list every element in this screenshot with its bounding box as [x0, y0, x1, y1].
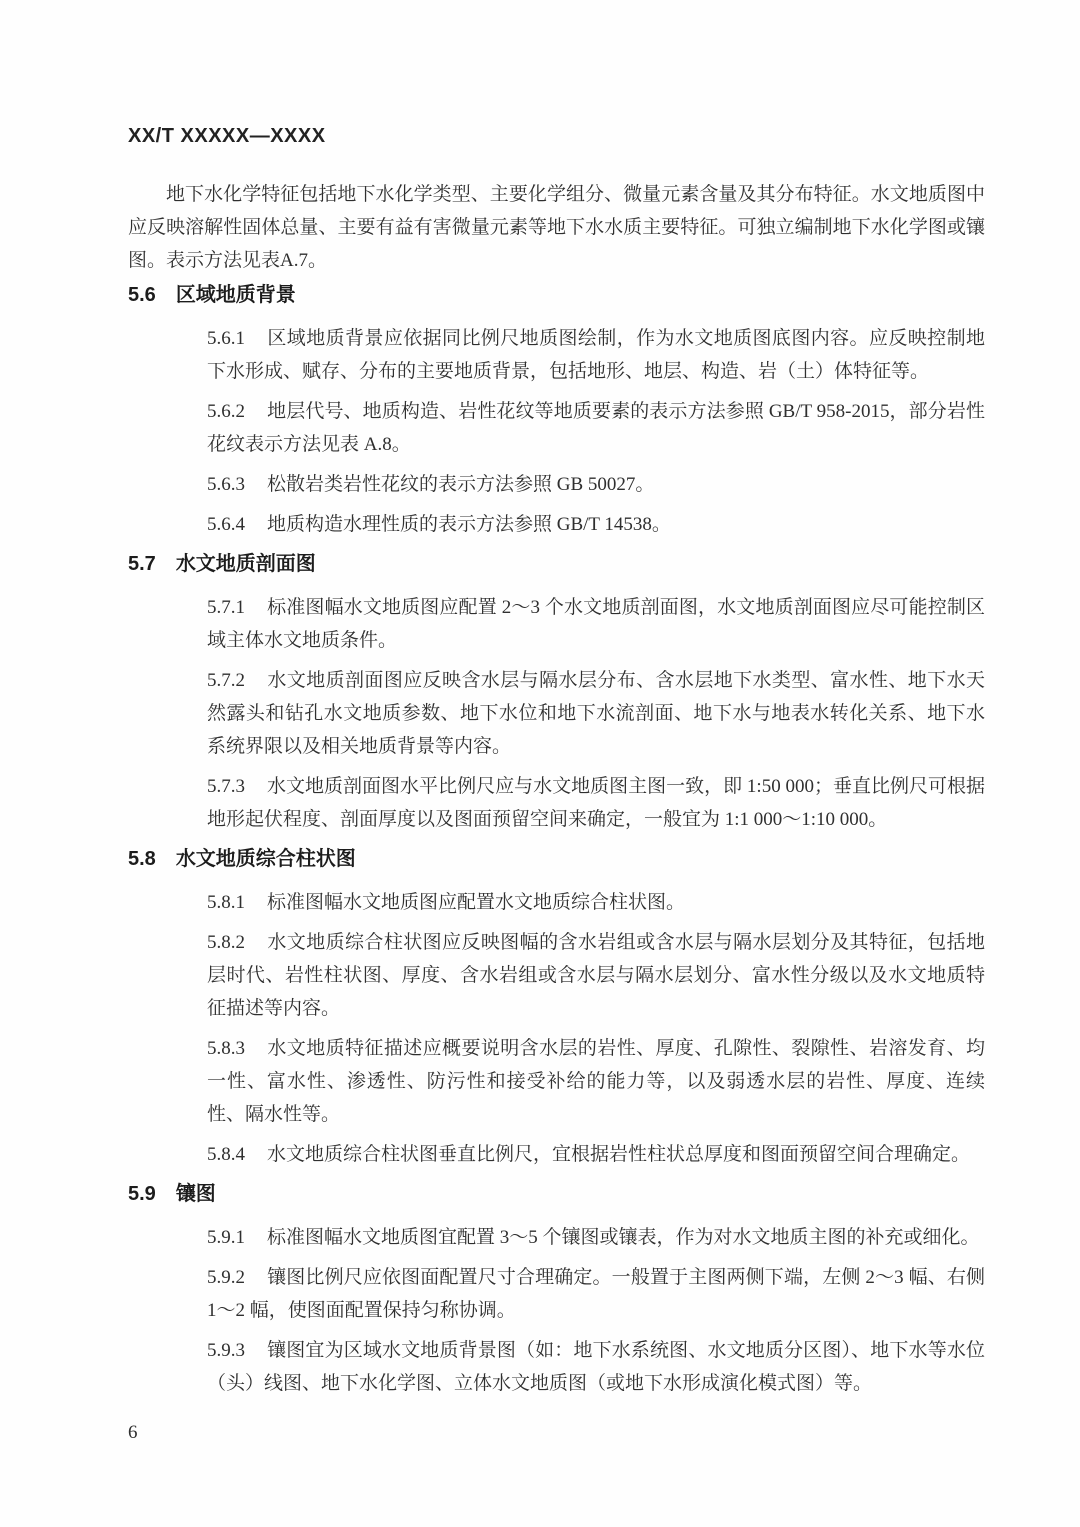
clause-text: 标准图幅水文地质图应配置 2～3 个水文地质剖面图，水文地质剖面图应尽可能控制区域主体水文地质条件。 [207, 597, 985, 651]
section-number: 5.9 [128, 1183, 156, 1205]
clause-number: 5.6.2 [207, 401, 245, 422]
clause-number: 5.8.3 [207, 1038, 245, 1059]
intro-paragraph: 地下水化学特征包括地下水化学类型、主要化学组分、微量元素含量及其分布特征。水文地质图中应反映溶解性固体总量、主要有益有害微量元素等地下水水质主要特征。可独立编制地下水化学图或镶图。表示方法见表A.7。 [128, 184, 985, 271]
standard-code-header: XX/T XXXXX—XXXX [128, 125, 326, 147]
section-heading [128, 279, 985, 312]
section-number: 5.8 [128, 848, 156, 870]
section-title: 镶图 [175, 1183, 216, 1205]
page-number: 6 [128, 1422, 138, 1443]
section-number: 5.7 [128, 553, 156, 575]
section-heading [128, 1178, 985, 1211]
clause-number: 5.8.1 [207, 892, 245, 913]
clause [207, 322, 985, 388]
clause [207, 1221, 985, 1254]
clause-number: 5.7.1 [207, 597, 245, 618]
clause-text: 镶图比例尺应依图面配置尺寸合理确定。一般置于主图两侧下端，左侧 2～3 幅、右侧 1～2 幅，使图面配置保持匀称协调。 [207, 1267, 985, 1321]
clause [207, 395, 985, 461]
clause-text: 标准图幅水文地质图宜配置 3～5 个镶图或镶表，作为对水文地质主图的补充或细化。 [267, 1227, 980, 1248]
clause [207, 1138, 985, 1171]
clause-number: 5.7.3 [207, 776, 245, 797]
clause-text: 水文地质综合柱状图应反映图幅的含水岩组或含水层与隔水层划分及其特征，包括地层时代、岩性柱状图、厚度、含水岩组或含水层与隔水层划分、富水性分级以及水文地质特征描述等内容。 [207, 932, 985, 1019]
clause [207, 886, 985, 919]
section-title: 区域地质背景 [175, 284, 296, 306]
clause [207, 770, 985, 836]
clause [207, 664, 985, 763]
clause [207, 926, 985, 1025]
clause-number: 5.8.2 [207, 932, 245, 953]
section-5-7 [128, 548, 985, 836]
clause-number: 5.6.1 [207, 328, 245, 349]
section-5-9 [128, 1178, 985, 1400]
section-number: 5.6 [128, 284, 156, 306]
clause-number: 5.6.3 [207, 474, 245, 495]
clause-text: 镶图宜为区域水文地质背景图（如：地下水系统图、水文地质分区图）、地下水等水位（头）线图、地下水化学图、立体水文地质图（或地下水形成演化模式图）等。 [207, 1340, 985, 1394]
section-5-8 [128, 843, 985, 1171]
clause-number: 5.7.2 [207, 670, 245, 691]
section-5-6 [128, 279, 985, 541]
clause-text: 地质构造水理性质的表示方法参照 GB/T 14538。 [267, 514, 671, 535]
clause-text: 水文地质特征描述应概要说明含水层的岩性、厚度、孔隙性、裂隙性、岩溶发育、均一性、富水性、渗透性、防污性和接受补给的能力等，以及弱透水层的岩性、厚度、连续性、隔水性等。 [207, 1038, 985, 1125]
section-heading [128, 548, 985, 581]
clause-text: 地层代号、地质构造、岩性花纹等地质要素的表示方法参照 GB/T 958-2015，部分岩性花纹表示方法见表 A.8。 [207, 401, 985, 455]
clause [207, 1032, 985, 1131]
clause-text: 标准图幅水文地质图应配置水文地质综合柱状图。 [267, 892, 686, 913]
clause [207, 468, 985, 501]
clause-text: 区域地质背景应依据同比例尺地质图绘制，作为水文地质图底图内容。应反映控制地下水形成、赋存、分布的主要地质背景，包括地形、地层、构造、岩（土）体特征等。 [207, 328, 985, 382]
clause-text: 松散岩类岩性花纹的表示方法参照 GB 50027。 [267, 474, 655, 495]
clause-number: 5.9.3 [207, 1340, 245, 1361]
clause-text: 水文地质综合柱状图垂直比例尺，宜根据岩性柱状总厚度和图面预留空间合理确定。 [267, 1144, 971, 1165]
clause-number: 5.9.2 [207, 1267, 245, 1288]
clause-number: 5.9.1 [207, 1227, 245, 1248]
clause-number: 5.6.4 [207, 514, 245, 535]
clause [207, 508, 985, 541]
clause-text: 水文地质剖面图水平比例尺应与水文地质图主图一致，即 1:50 000；垂直比例尺可根据地形起伏程度、剖面厚度以及图面预留空间来确定，一般宜为 1:1 000～1:10 000。 [207, 776, 985, 830]
section-heading [128, 843, 985, 876]
clause [207, 1261, 985, 1327]
section-title: 水文地质剖面图 [175, 553, 316, 575]
clause [207, 591, 985, 657]
clause-number: 5.8.4 [207, 1144, 245, 1165]
section-title: 水文地质综合柱状图 [175, 848, 356, 870]
clause-text: 水文地质剖面图应反映含水层与隔水层分布、含水层地下水类型、富水性、地下水天然露头和钻孔水文地质参数、地下水位和地下水流剖面、地下水与地表水转化关系、地下水系统界限以及相关地质背景等内容。 [207, 670, 985, 757]
clause [207, 1334, 985, 1400]
